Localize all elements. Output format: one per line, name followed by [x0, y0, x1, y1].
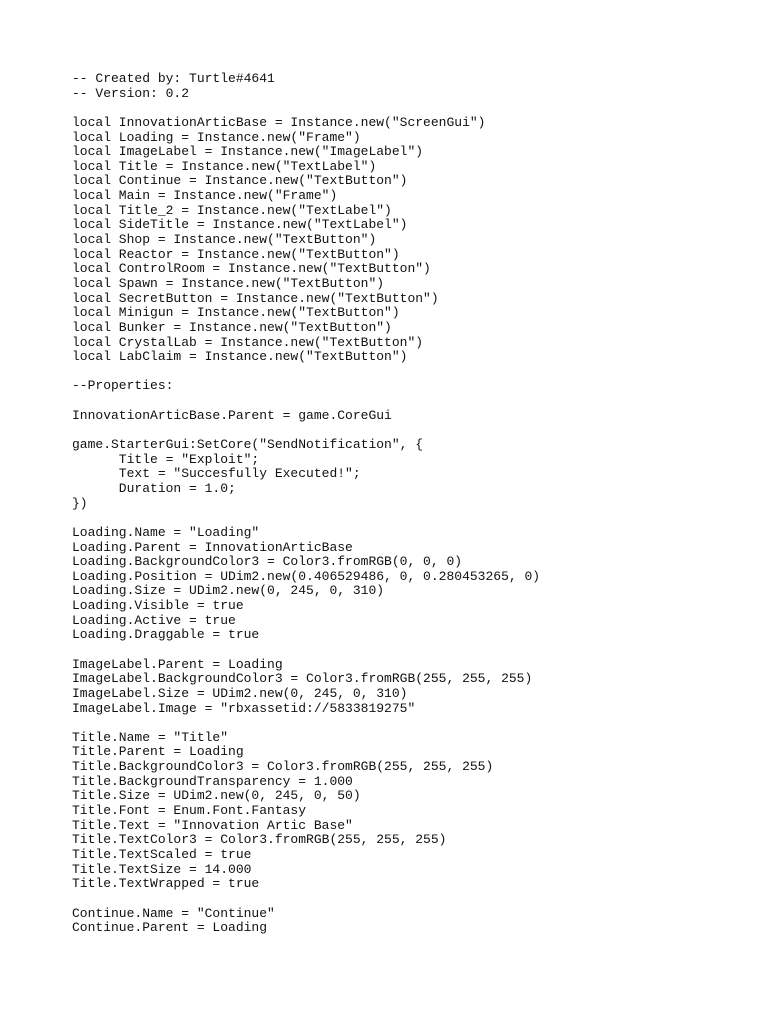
code-line: Text = "Succesfully Executed!";: [72, 466, 361, 482]
blank-line: [72, 365, 752, 380]
code-line: ImageLabel.Image = "rbxassetid://5833819275": [72, 700, 416, 716]
code-line: local Title = Instance.new("TextLabel"): [72, 158, 377, 174]
code-line: local Continue = Instance.new("TextButton"): [72, 173, 408, 189]
code-line: Title.BackgroundColor3 = Color3.fromRGB(255, 255, 255): [72, 759, 494, 775]
code-line: Title.Size = UDim2.new(0, 245, 0, 50): [72, 788, 361, 804]
code-line: ImageLabel.Parent = Loading: [72, 656, 283, 672]
code-line: -- Version: 0.2: [72, 85, 190, 101]
code-line: }): [72, 495, 88, 511]
code-line: local Spawn = Instance.new("TextButton"): [72, 275, 385, 291]
code-line: local Main = Instance.new("Frame"): [72, 188, 338, 204]
code-line: local Reactor = Instance.new("TextButton"): [72, 246, 400, 262]
code-line: Loading.Visible = true: [72, 598, 244, 614]
code-line: Title.Text = "Innovation Artic Base": [72, 817, 353, 833]
code-line: local Bunker = Instance.new("TextButton"): [72, 319, 392, 335]
code-line: local CrystalLab = Instance.new("TextButton"): [72, 334, 424, 350]
code-line: -- Created by: Turtle#4641: [72, 71, 275, 86]
code-line: game.StarterGui:SetCore("SendNotification", {: [72, 437, 424, 453]
code-line: local ImageLabel = Instance.new("ImageLabel"): [72, 144, 424, 160]
code-line: Duration = 1.0;: [72, 480, 236, 496]
code-line: Title.Name = "Title": [72, 729, 229, 745]
code-line: local Loading = Instance.new("Frame"): [72, 129, 361, 145]
code-line: Title.Font = Enum.Font.Fantasy: [72, 803, 307, 819]
code-line: Loading.Name = "Loading": [72, 524, 260, 540]
code-line: Title = "Exploit";: [72, 451, 260, 467]
code-line: local SecretButton = Instance.new("TextButton"): [72, 290, 439, 306]
code-line: Loading.Parent = InnovationArticBase: [72, 539, 353, 555]
code-line: InnovationArticBase.Parent = game.CoreGui: [72, 407, 392, 423]
code-line: Title.TextWrapped = true: [72, 876, 260, 892]
code-line: local Shop = Instance.new("TextButton"): [72, 232, 377, 248]
code-line: local ControlRoom = Instance.new("TextButton"): [72, 261, 431, 277]
code-document: [72, 72, 752, 936]
code-line: Title.TextColor3 = Color3.fromRGB(255, 255, 255): [72, 832, 447, 848]
code-line: local SideTitle = Instance.new("TextLabel"): [72, 217, 408, 233]
code-line: Loading.BackgroundColor3 = Color3.fromRGB(0, 0, 0): [72, 554, 463, 570]
code-line: local InnovationArticBase = Instance.new("ScreenGui"): [72, 114, 486, 130]
code-line: Title.Parent = Loading: [72, 744, 244, 760]
code-line: Title.TextScaled = true: [72, 846, 252, 862]
code-line: Loading.Position = UDim2.new(0.406529486, 0, 0.280453265, 0): [72, 568, 541, 584]
code-line: Continue.Parent = Loading: [72, 920, 268, 936]
code-line: local LabClaim = Instance.new("TextButton"): [72, 349, 408, 365]
code-line: local Title_2 = Instance.new("TextLabel"): [72, 202, 392, 218]
code-line: Loading.Active = true: [72, 612, 236, 628]
blank-line: [72, 101, 752, 116]
blank-line: [72, 511, 752, 526]
blank-line: [72, 394, 752, 409]
blank-line: [72, 643, 752, 658]
code-line: --Properties:: [72, 378, 174, 394]
code-line: Loading.Draggable = true: [72, 627, 260, 643]
code-line: Title.BackgroundTransparency = 1.000: [72, 773, 353, 789]
blank-line: [72, 423, 752, 438]
code-line: Continue.Name = "Continue": [72, 905, 275, 921]
code-line: ImageLabel.BackgroundColor3 = Color3.fromRGB(255, 255, 255): [72, 671, 533, 687]
code-line: ImageLabel.Size = UDim2.new(0, 245, 0, 310): [72, 685, 408, 701]
code-line: local Minigun = Instance.new("TextButton"): [72, 305, 400, 321]
code-line: Title.TextSize = 14.000: [72, 861, 252, 877]
blank-line: [72, 716, 752, 731]
code-line: Loading.Size = UDim2.new(0, 245, 0, 310): [72, 583, 385, 599]
blank-line: [72, 892, 752, 907]
